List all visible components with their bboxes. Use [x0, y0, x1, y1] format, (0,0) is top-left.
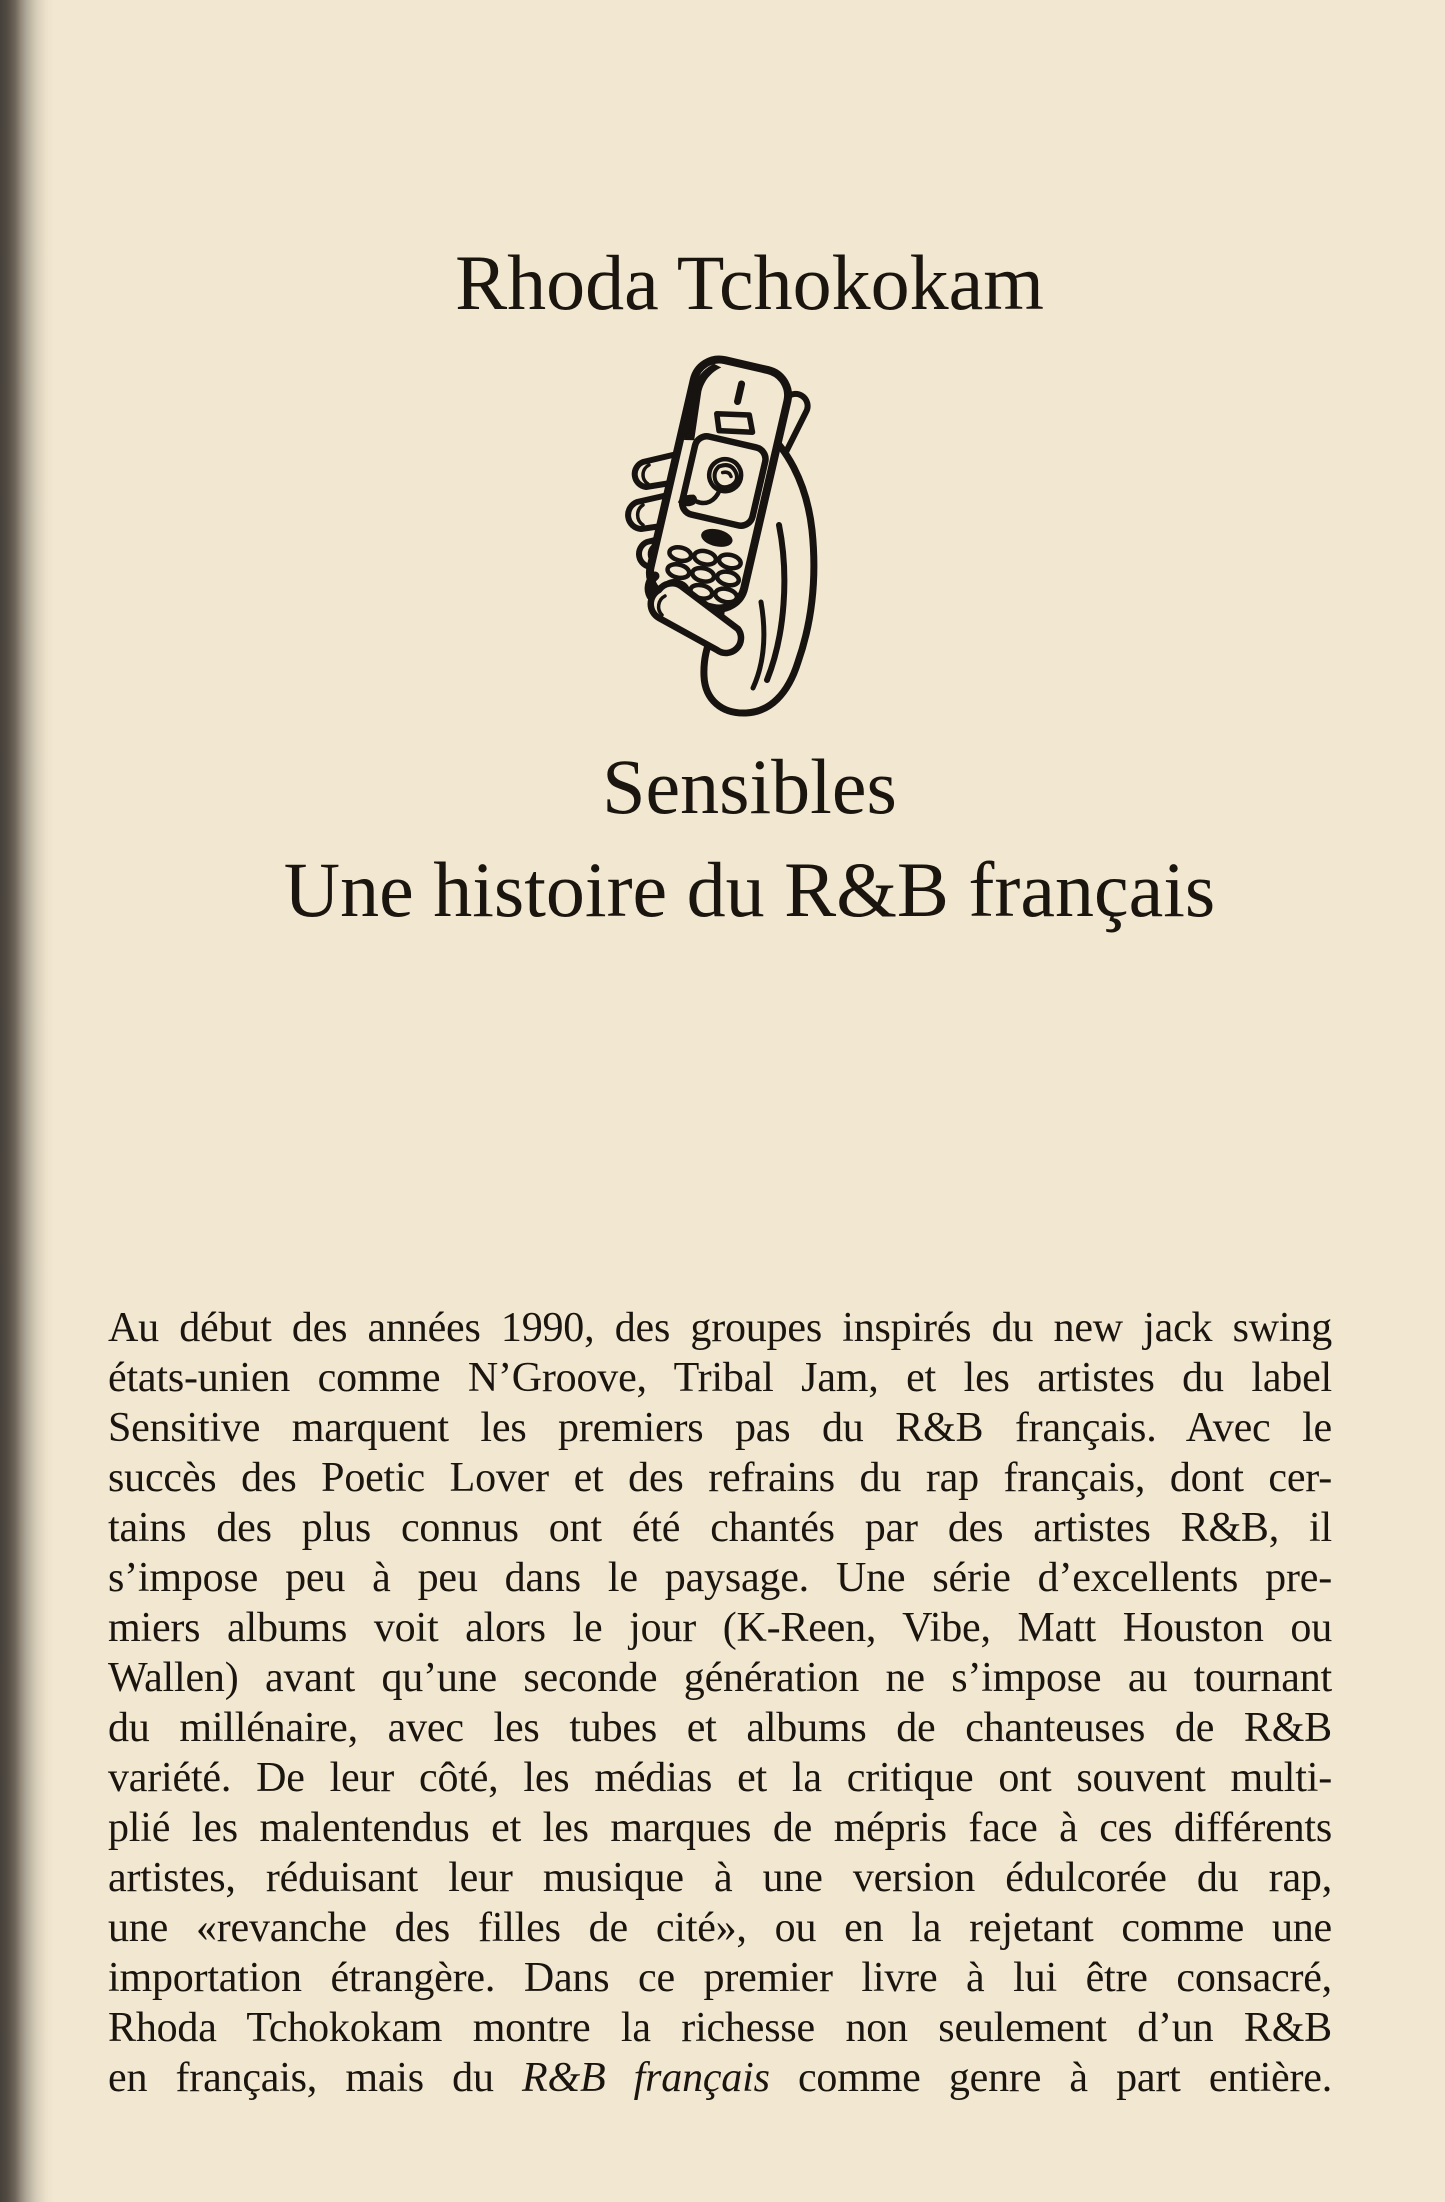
title-line-2: Une histoire du R&B français: [283, 846, 1216, 933]
synopsis-line: [108, 1803, 1332, 1853]
synopsis-text-segment: importation étrangère. Dans ce premier livre à lui être consacré,: [108, 1955, 1332, 2001]
synopsis-line: [108, 1603, 1332, 1653]
synopsis-text-segment: artistes, réduisant leur musique à une version édulcorée du rap,: [108, 1855, 1332, 1901]
hand-phone-rose-drawing: [601, 350, 841, 728]
synopsis-text-segment: miers albums voit alors le jour (K-Reen, Vibe, Matt Houston ou: [108, 1605, 1332, 1651]
synopsis-line: [108, 1753, 1332, 1803]
synopsis-line: [108, 1503, 1332, 1553]
synopsis-line: [108, 1703, 1332, 1753]
synopsis: [108, 1303, 1332, 2103]
synopsis-line: [108, 1553, 1332, 1603]
synopsis-text-segment: une «revanche des filles de cité», ou en la rejetant comme une: [108, 1905, 1332, 1951]
synopsis-line: [108, 1453, 1332, 1503]
synopsis-text-segment: états-unien comme N’Groove, Tribal Jam, et les artistes du label: [108, 1355, 1332, 1401]
synopsis-text-segment: Sensitive marquent les premiers pas du R&B français. Avec le: [108, 1405, 1332, 1451]
synopsis-line: [108, 1303, 1332, 1353]
synopsis-text-segment: Au début des années 1990, des groupes inspirés du new jack swing: [108, 1305, 1332, 1351]
synopsis-line: [108, 1853, 1332, 1903]
synopsis-line: [108, 1903, 1332, 1953]
synopsis-line: [108, 1653, 1332, 1703]
synopsis-line: [108, 2003, 1332, 2053]
synopsis-text-segment: comme genre à part entière.: [769, 2055, 1333, 2101]
synopsis-text-segment: en français, mais du: [108, 2055, 523, 2101]
author-name: Rhoda Tchokokam: [455, 239, 1044, 326]
synopsis-text-segment: Wallen) avant qu’une seconde génération ne s’impose au tournant: [108, 1655, 1332, 1701]
synopsis-line: [108, 1353, 1332, 1403]
synopsis-text-segment: Rhoda Tchokokam montre la richesse non seulement d’un R&B: [108, 2005, 1332, 2051]
title-line-1: Sensibles: [602, 743, 897, 830]
synopsis-text-segment: plié les malentendus et les marques de mépris face à ces différents: [108, 1805, 1332, 1851]
synopsis-italic-segment: R&B français: [522, 2055, 770, 2101]
synopsis-text-segment: succès des Poetic Lover et des refrains du rap français, dont cer-: [108, 1455, 1332, 1501]
spine-shadow: [0, 0, 54, 2202]
synopsis-text-segment: du millénaire, avec les tubes et albums de chanteuses de R&B: [108, 1705, 1332, 1751]
synopsis-line: [108, 2053, 1332, 2103]
synopsis-line: [108, 1953, 1332, 2003]
synopsis-line: [108, 1403, 1332, 1453]
book-title: [54, 735, 1445, 941]
synopsis-text-segment: tains des plus connus ont été chantés par des artistes R&B, il: [108, 1505, 1332, 1551]
synopsis-text-segment: s’impose peu à peu dans le paysage. Une série d’excellents pre-: [108, 1555, 1332, 1601]
synopsis-text-segment: variété. De leur côté, les médias et la critique ont souvent multi-: [108, 1755, 1332, 1801]
hand-holding-phone-illustration: [601, 350, 841, 728]
